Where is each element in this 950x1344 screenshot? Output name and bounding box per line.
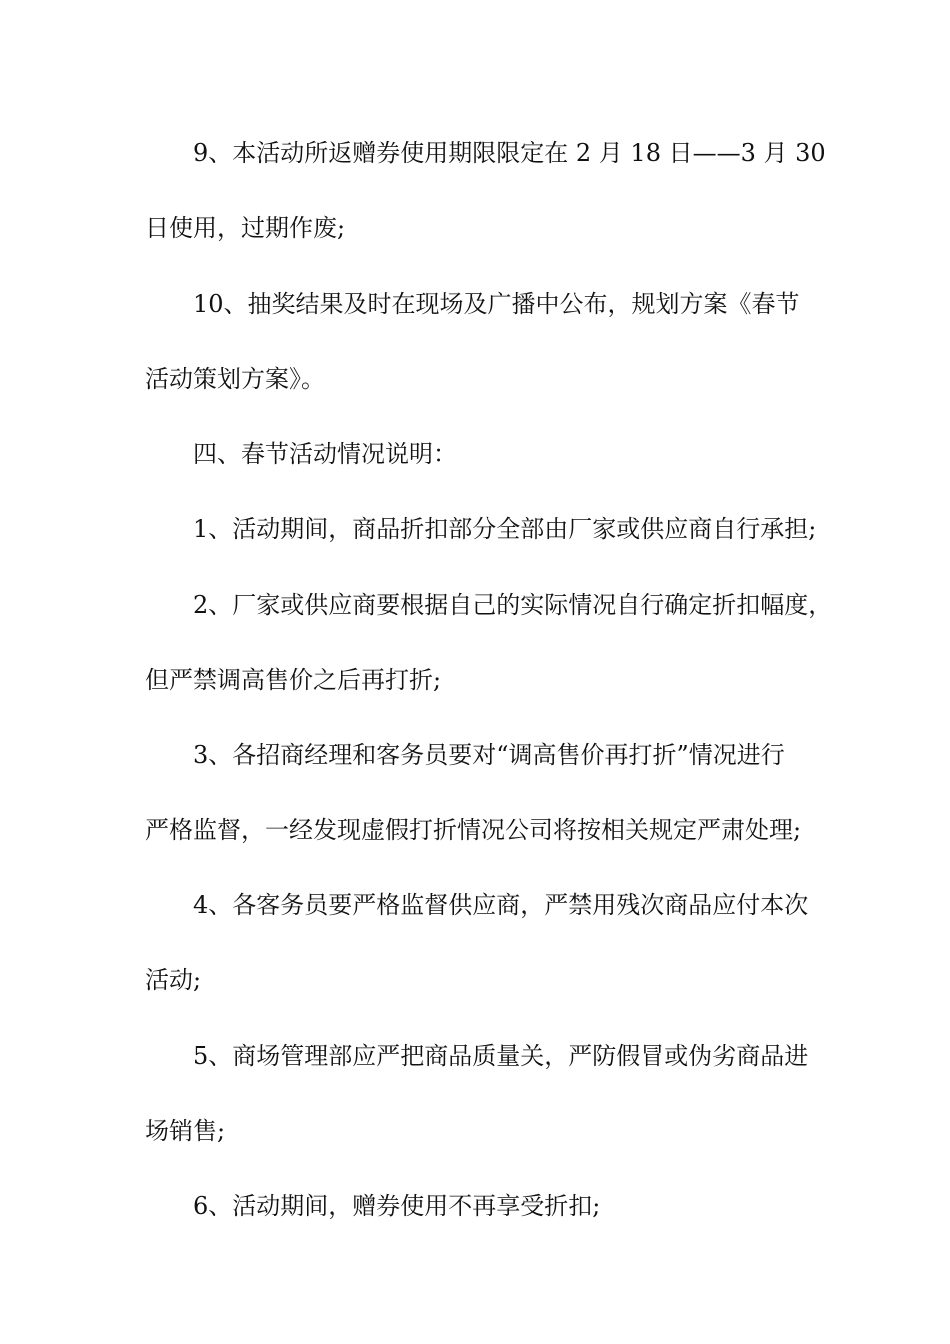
item-6-line-1: 6、活动期间，赠券使用不再享受折扣; xyxy=(193,1192,601,1220)
item-1-line-1: 1、活动期间，商品折扣部分全部由厂家或供应商自行承担; xyxy=(193,515,817,543)
item-5-line-1: 5、商场管理部应严把商品质量关，严防假冒或伪劣商品进 xyxy=(193,1042,809,1070)
paragraph-10-line-2: 活动策划方案》。 xyxy=(145,365,325,393)
item-2-line-2: 但严禁调高售价之后再打折; xyxy=(145,666,442,694)
item-5-line-2: 场销售; xyxy=(145,1117,226,1145)
paragraph-9-line-2: 日使用，过期作废; xyxy=(145,214,346,242)
item-3-line-2: 严格监督，一经发现虚假打折情况公司将按相关规定严肃处理; xyxy=(145,816,802,844)
item-4-line-2: 活动; xyxy=(145,966,202,994)
paragraph-9-line-1: 9、本活动所返赠券使用期限限定在 2 月 18 日——3 月 30 xyxy=(193,139,826,167)
section-heading-4: 四、春节活动情况说明： xyxy=(193,440,457,468)
item-2-line-1: 2、厂家或供应商要根据自己的实际情况自行确定折扣幅度， xyxy=(193,591,833,619)
item-3-line-1: 3、各招商经理和客务员要对“调高售价再打折”情况进行 xyxy=(193,741,785,769)
item-4-line-1: 4、各客务员要严格监督供应商，严禁用残次商品应付本次 xyxy=(193,891,809,919)
paragraph-10-line-1: 10、抽奖结果及时在现场及广播中公布，规划方案《春节 xyxy=(193,290,800,318)
